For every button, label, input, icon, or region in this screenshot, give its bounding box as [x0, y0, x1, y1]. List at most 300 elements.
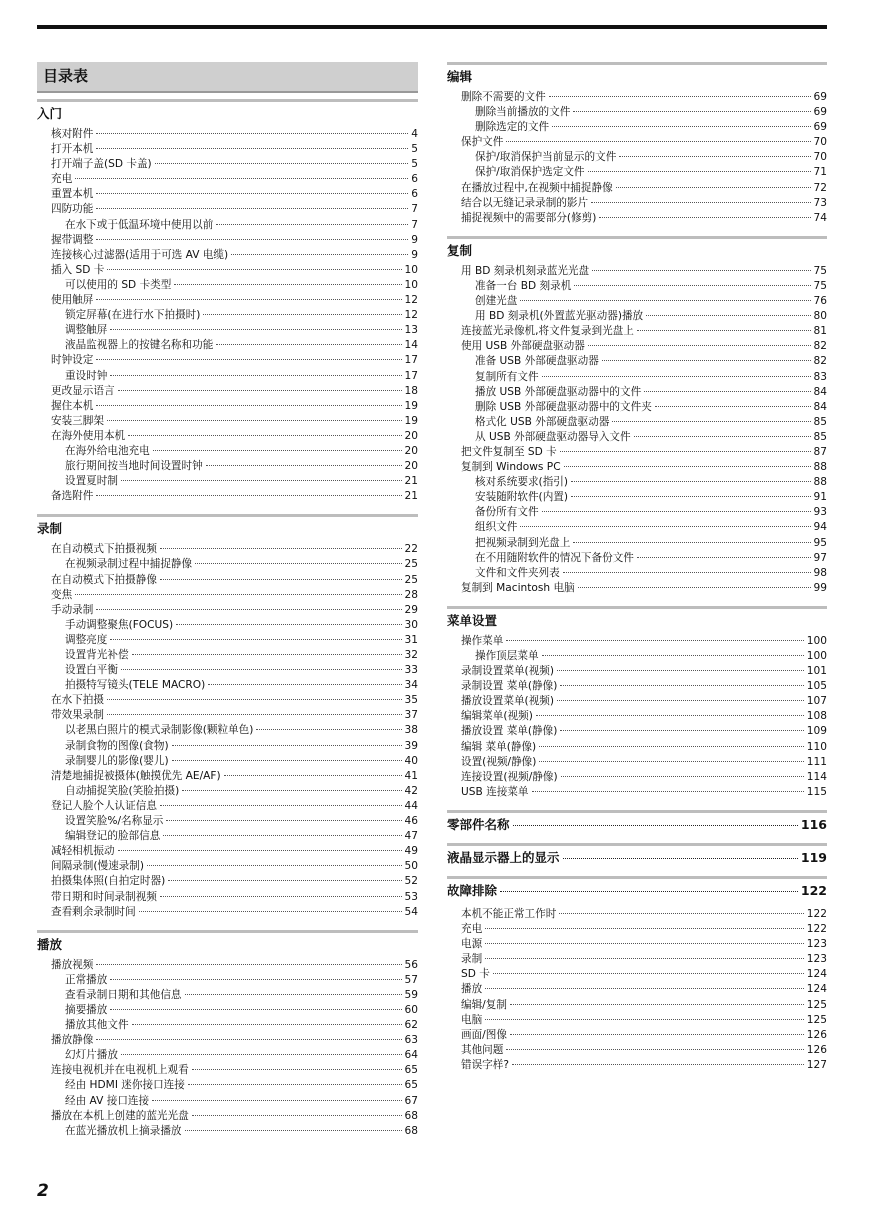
leader-dots: [147, 865, 402, 866]
section-title: 液晶显示器上的显示: [447, 849, 560, 865]
leader-dots: [588, 345, 811, 346]
leader-dots: [195, 563, 401, 564]
leader-dots: [110, 979, 401, 980]
toc-entry[interactable]: [447, 135, 827, 150]
leader-dots: [485, 928, 804, 929]
leader-dots: [216, 224, 408, 225]
entry-page: 93: [813, 506, 827, 519]
toc-entry[interactable]: [447, 967, 827, 982]
leader-dots: [542, 376, 811, 377]
entry-page: 20: [404, 460, 418, 473]
leader-dots: [557, 670, 804, 671]
toc-entry[interactable]: [37, 890, 418, 905]
leader-dots: [560, 451, 811, 452]
entry-label: 设置笑脸%/名称显示: [65, 815, 164, 828]
entry-page: 50: [404, 860, 418, 873]
toc-entry[interactable]: [447, 1028, 827, 1043]
toc-entry[interactable]: [447, 445, 827, 460]
toc-entry[interactable]: [447, 354, 827, 369]
toc-entry[interactable]: [447, 475, 827, 490]
toc-entry[interactable]: [37, 542, 418, 557]
section-title: 零部件名称: [447, 816, 510, 832]
toc-entry[interactable]: [447, 581, 827, 596]
toc-entry[interactable]: [37, 618, 418, 633]
toc-entry[interactable]: [447, 566, 827, 581]
toc-entry[interactable]: [447, 982, 827, 997]
toc-right-column: [447, 62, 827, 1083]
entry-label: 手动录制: [51, 603, 94, 616]
toc-entry[interactable]: [37, 723, 418, 738]
entry-label: 连接蓝光录像机,将文件复录到光盘上: [461, 325, 634, 338]
leader-dots: [637, 330, 811, 331]
toc-entry[interactable]: [447, 339, 827, 354]
entry-page: 105: [806, 680, 827, 693]
entry-label: 捕捉视频中的需要部分(修剪): [461, 211, 597, 224]
leader-dots: [121, 1054, 402, 1055]
entry-page: 125: [806, 998, 827, 1011]
entry-page: 108: [806, 710, 827, 723]
entry-label: SD 卡: [461, 968, 490, 981]
entry-label: 画面/图像: [461, 1028, 507, 1041]
leader-dots: [634, 436, 811, 437]
toc-entry[interactable]: [447, 211, 827, 226]
toc-entry[interactable]: [37, 973, 418, 988]
entry-page: 80: [813, 310, 827, 323]
entry-label: 录制婴儿的影像(婴儿): [65, 754, 169, 767]
toc-entry[interactable]: [447, 755, 827, 770]
entry-page: 42: [404, 784, 418, 797]
toc-entry[interactable]: [447, 694, 827, 709]
toc-section: [37, 99, 418, 504]
toc-entry[interactable]: [447, 294, 827, 309]
toc-entry[interactable]: [37, 784, 418, 799]
entry-label: 打开本机: [51, 143, 94, 156]
toc-entry[interactable]: [37, 708, 418, 723]
entry-page: 107: [806, 695, 827, 708]
leader-dots: [75, 178, 408, 179]
entry-page: 60: [404, 1003, 418, 1016]
entry-label: 播放设置菜单(视频): [461, 695, 555, 708]
leader-dots: [510, 1034, 804, 1035]
entry-page: 21: [404, 475, 418, 488]
entry-label: 播放设置 菜单(静像): [461, 725, 558, 738]
entry-page: 85: [813, 430, 827, 443]
entry-page: 40: [404, 754, 418, 767]
leader-dots: [96, 299, 401, 300]
entry-page: 25: [404, 558, 418, 571]
toc-entry[interactable]: [37, 678, 418, 693]
entry-page: 20: [404, 444, 418, 457]
leader-dots: [152, 1100, 401, 1101]
section-heading[interactable]: [447, 843, 827, 866]
toc-entry[interactable]: [37, 754, 418, 769]
toc-entry[interactable]: [447, 785, 827, 800]
toc-entry[interactable]: [37, 172, 418, 187]
page-number: 2: [37, 1181, 49, 1201]
entry-label: 播放静像: [51, 1034, 94, 1047]
toc-entry[interactable]: [37, 905, 418, 920]
entry-page: 84: [813, 385, 827, 398]
leader-dots: [118, 390, 402, 391]
toc-entry[interactable]: [37, 1033, 418, 1048]
toc-entry[interactable]: [447, 724, 827, 739]
entry-label: 保护文件: [461, 136, 504, 149]
leader-dots: [485, 1019, 804, 1020]
toc-entry[interactable]: [447, 165, 827, 180]
section-heading[interactable]: [447, 876, 827, 899]
leader-dots: [208, 684, 401, 685]
entry-label: 拍摄集体照(自拍定时器): [51, 875, 166, 888]
toc-entry[interactable]: [37, 1018, 418, 1033]
toc-entry[interactable]: [447, 536, 827, 551]
toc-entry[interactable]: [447, 460, 827, 475]
toc-entry[interactable]: [447, 181, 827, 196]
entry-page: 63: [404, 1034, 418, 1047]
leader-dots: [216, 344, 401, 345]
leader-dots: [655, 406, 811, 407]
toc-entry[interactable]: [447, 998, 827, 1013]
entry-label: 在视频录制过程中捕捉静像: [65, 558, 193, 571]
leader-dots: [96, 405, 401, 406]
entry-label: 播放视频: [51, 958, 94, 971]
entry-page: 19: [404, 414, 418, 427]
entry-label: 设置背光补偿: [65, 649, 129, 661]
toc-entry[interactable]: [37, 293, 418, 308]
toc-entry[interactable]: [37, 474, 418, 489]
leader-dots: [153, 450, 402, 451]
entry-page: 75: [813, 264, 827, 277]
entry-label: 连接设置(视频/静像): [461, 770, 558, 783]
leader-dots: [185, 1130, 402, 1131]
entry-label: 播放其他文件: [65, 1019, 129, 1032]
toc-entry[interactable]: [37, 844, 418, 859]
toc-entry[interactable]: [37, 187, 418, 202]
toc-entry[interactable]: [37, 648, 418, 663]
toc-entry[interactable]: [37, 1003, 418, 1018]
entry-page: 111: [806, 755, 827, 768]
toc-entry[interactable]: [447, 664, 827, 679]
leader-dots: [163, 835, 401, 836]
leader-dots: [500, 891, 798, 892]
inline-sections: [447, 810, 827, 866]
entry-label: 准备 USB 外部硬盘驱动器: [475, 355, 599, 368]
entry-label: 查看录制日期和其他信息: [65, 988, 182, 1001]
toc-entry[interactable]: [37, 603, 418, 618]
toc-entry[interactable]: [37, 1094, 418, 1109]
leader-dots: [192, 1115, 402, 1116]
leader-dots: [513, 825, 798, 826]
entry-page: 69: [813, 121, 827, 134]
toc-entry[interactable]: [447, 430, 827, 445]
entry-page: 17: [404, 354, 418, 367]
entry-page: 126: [806, 1043, 827, 1056]
section-heading[interactable]: 菜单设置: [447, 606, 827, 629]
entry-label: 以老黑白照片的模式录制影像(颗粒单色): [65, 724, 254, 737]
toc-entry[interactable]: [447, 551, 827, 566]
entry-label: 删除不需要的文件: [461, 91, 546, 103]
entry-label: 结合以无缝记录录制的影片: [461, 196, 589, 209]
toc-entry[interactable]: [447, 505, 827, 520]
leader-dots: [160, 548, 402, 549]
toc-entry[interactable]: [37, 127, 418, 142]
entry-label: 自动捕捉笑脸(笑脸拍摄): [65, 784, 180, 797]
entry-page: 115: [806, 785, 827, 798]
section-heading[interactable]: 播放: [37, 930, 418, 953]
entry-label: 时钟设定: [51, 354, 94, 367]
entry-page: 17: [404, 369, 418, 382]
entry-label: 使用触屏: [51, 294, 94, 307]
entry-label: 安装三脚架: [51, 414, 104, 427]
entry-page: 7: [411, 218, 418, 231]
leader-dots: [107, 714, 402, 715]
toc-entry[interactable]: [37, 663, 418, 678]
entry-page: 101: [806, 665, 827, 678]
toc-entry[interactable]: [37, 142, 418, 157]
entry-page: 99: [813, 581, 827, 594]
leader-dots: [107, 420, 402, 421]
right-sections: [447, 62, 827, 800]
entry-label: 录制设置菜单(视频): [461, 665, 555, 678]
entry-label: 设置(视频/静像): [461, 755, 537, 768]
toc-entry[interactable]: [447, 1013, 827, 1028]
entry-label: 准备一台 BD 刻录机: [475, 279, 572, 292]
toc-entry[interactable]: [37, 557, 418, 572]
toc-entry[interactable]: [447, 309, 827, 324]
leader-dots: [571, 496, 811, 497]
leader-dots: [559, 913, 803, 914]
toc-entry[interactable]: [37, 248, 418, 263]
toc-entry[interactable]: [37, 489, 418, 504]
toc-entry[interactable]: [37, 444, 418, 459]
toc-entry[interactable]: [37, 278, 418, 293]
entry-label: 液晶监视器上的按键名称和功能: [65, 339, 214, 352]
toc-entry[interactable]: [447, 520, 827, 535]
toc-entry[interactable]: [447, 90, 827, 105]
entry-page: 97: [813, 551, 827, 564]
toc-entry[interactable]: [37, 633, 418, 648]
toc-entry[interactable]: [37, 1109, 418, 1124]
leader-dots: [224, 775, 402, 776]
entry-page: 84: [813, 400, 827, 413]
section-page: 122: [800, 882, 827, 898]
toc-entry[interactable]: [447, 279, 827, 294]
leader-dots: [172, 760, 402, 761]
toc-entry[interactable]: [37, 384, 418, 399]
entry-label: 操作顶层菜单: [475, 650, 539, 662]
entry-label: 打开端子盖(SD 卡盖): [51, 158, 152, 171]
entry-page: 38: [404, 724, 418, 737]
toc-entry[interactable]: [37, 369, 418, 384]
entry-page: 122: [806, 907, 827, 920]
toc-entry[interactable]: [447, 415, 827, 430]
toc-entry[interactable]: [447, 385, 827, 400]
section-page: 116: [800, 816, 827, 832]
entry-label: 保护/取消保护当前显示的文件: [475, 151, 617, 164]
entry-label: 在水下拍摄: [51, 694, 104, 707]
entry-page: 6: [411, 188, 418, 201]
toc-entry[interactable]: [447, 649, 827, 664]
toc-entry[interactable]: [447, 150, 827, 165]
entry-page: 41: [404, 769, 418, 782]
entry-label: 文件和文件夹列表: [475, 566, 560, 579]
leader-dots: [110, 329, 401, 330]
toc-entry[interactable]: [37, 874, 418, 889]
toc-entry[interactable]: [37, 399, 418, 414]
leader-dots: [520, 526, 810, 527]
entry-label: 调整触屏: [65, 324, 108, 337]
leader-dots: [563, 572, 811, 573]
leader-dots: [166, 820, 401, 821]
toc-entry[interactable]: [37, 218, 418, 233]
entry-label: 录制食物的图像(食物): [65, 739, 169, 752]
entry-page: 124: [806, 968, 827, 981]
toc-entry[interactable]: [37, 1048, 418, 1063]
toc-entry[interactable]: [447, 679, 827, 694]
entry-label: 幻灯片播放: [65, 1049, 118, 1062]
toc-entry[interactable]: [447, 105, 827, 120]
toc-entry[interactable]: [447, 1043, 827, 1058]
section-heading[interactable]: [447, 810, 827, 833]
leader-dots: [96, 208, 408, 209]
entry-label: 手动调整聚焦(FOCUS): [65, 618, 174, 631]
entry-page: 25: [404, 573, 418, 586]
leader-dots: [107, 269, 401, 270]
toc-entry[interactable]: [37, 233, 418, 248]
entry-page: 71: [813, 166, 827, 179]
entry-page: 74: [813, 211, 827, 224]
entry-page: 12: [404, 309, 418, 322]
leader-dots: [588, 171, 811, 172]
entry-label: 用 BD 刻录机(外置蓝光驱动器)播放: [475, 310, 644, 323]
entry-label: 删除当前播放的文件: [475, 106, 571, 119]
toc-entry[interactable]: [447, 370, 827, 385]
entry-page: 67: [404, 1094, 418, 1107]
toc-entry[interactable]: [37, 353, 418, 368]
entry-page: 14: [404, 339, 418, 352]
entry-label: 电脑: [461, 1013, 483, 1026]
entry-label: 把文件复制至 SD 卡: [461, 445, 557, 458]
entry-label: 经由 AV 接口连接: [65, 1094, 150, 1107]
entry-label: 用 BD 刻录机刻录蓝光光盘: [461, 264, 590, 277]
toc-entry[interactable]: [447, 952, 827, 967]
entry-label: 在海外使用本机: [51, 429, 126, 442]
toc-entry[interactable]: [37, 157, 418, 172]
section-heading[interactable]: 复制: [447, 236, 827, 259]
toc-entry[interactable]: [37, 1124, 418, 1139]
entry-page: 125: [806, 1013, 827, 1026]
section-heading[interactable]: 编辑: [447, 62, 827, 85]
toc-entry[interactable]: [37, 202, 418, 217]
entry-label: 带日期和时间录制视频: [51, 890, 157, 903]
toc-entry[interactable]: [447, 1058, 827, 1073]
toc-entry[interactable]: [37, 988, 418, 1003]
entry-page: 46: [404, 815, 418, 828]
entry-page: 85: [813, 415, 827, 428]
toc-entry[interactable]: [447, 196, 827, 211]
toc-entry[interactable]: [447, 324, 827, 339]
leader-dots: [176, 624, 401, 625]
toc-entry[interactable]: [37, 573, 418, 588]
section-heading[interactable]: 录制: [37, 514, 418, 537]
toc-entry[interactable]: [37, 1078, 418, 1093]
leader-dots: [542, 655, 804, 656]
entry-label: 重置本机: [51, 188, 94, 201]
leader-dots: [96, 148, 408, 149]
entry-page: 9: [411, 248, 418, 261]
section-heading[interactable]: 入门: [37, 99, 418, 122]
leader-dots: [602, 360, 811, 361]
entry-label: 本机不能正常工作时: [461, 907, 557, 920]
entry-page: 81: [813, 325, 827, 338]
leader-dots: [539, 761, 803, 762]
toc-entry[interactable]: [37, 323, 418, 338]
toc-entry[interactable]: [37, 693, 418, 708]
toc-entry[interactable]: [37, 1063, 418, 1078]
leader-dots: [174, 284, 401, 285]
toc-entry[interactable]: [447, 120, 827, 135]
toc-entry[interactable]: [447, 922, 827, 937]
entry-page: 49: [404, 845, 418, 858]
leader-dots: [506, 141, 810, 142]
toc-entry[interactable]: [37, 829, 418, 844]
toc-entry[interactable]: [447, 400, 827, 415]
toc-entry[interactable]: [37, 814, 418, 829]
leader-dots: [128, 435, 401, 436]
toc-entry[interactable]: [37, 429, 418, 444]
entry-label: 错误字样?: [461, 1058, 509, 1071]
entry-label: 经由 HDMI 迷你接口连接: [65, 1079, 185, 1092]
entry-page: 126: [806, 1028, 827, 1041]
toc-entry[interactable]: [447, 907, 827, 922]
entry-page: 30: [404, 618, 418, 631]
toc-section: [447, 606, 827, 800]
entry-page: 70: [813, 151, 827, 164]
toc-entry[interactable]: [447, 740, 827, 755]
toc-entry[interactable]: [37, 799, 418, 814]
leader-dots: [96, 193, 408, 194]
entry-label: 连接核心过滤器(适用于可选 AV 电缆): [51, 248, 229, 261]
toc-entry[interactable]: [37, 739, 418, 754]
toc-entry[interactable]: [447, 634, 827, 649]
entry-label: 更改显示语言: [51, 384, 115, 397]
toc-entry[interactable]: [37, 859, 418, 874]
leader-dots: [520, 300, 810, 301]
toc-entry[interactable]: [447, 709, 827, 724]
entry-label: 摘要播放: [65, 1003, 108, 1016]
leader-dots: [96, 609, 401, 610]
toc-entry[interactable]: [447, 264, 827, 279]
entry-label: 设置夏时制: [65, 475, 118, 488]
entry-label: 安装随附软件(内置): [475, 491, 569, 504]
toc-entry[interactable]: [37, 263, 418, 278]
toc-entry[interactable]: [37, 459, 418, 474]
toc-entry[interactable]: [37, 588, 418, 603]
toc-entry[interactable]: [447, 770, 827, 785]
entry-page: 35: [404, 694, 418, 707]
toc-entry[interactable]: [37, 769, 418, 784]
toc-entry[interactable]: [447, 490, 827, 505]
entry-label: 充电: [461, 923, 483, 936]
entry-label: 插入 SD 卡: [51, 263, 105, 276]
toc-entry[interactable]: [37, 958, 418, 973]
toc-section: [447, 236, 827, 596]
entry-page: 127: [806, 1058, 827, 1071]
toc-entry[interactable]: [37, 338, 418, 353]
toc-entry[interactable]: [447, 937, 827, 952]
toc-entry[interactable]: [37, 308, 418, 323]
toc-entry[interactable]: [37, 414, 418, 429]
entry-page: 88: [813, 476, 827, 489]
